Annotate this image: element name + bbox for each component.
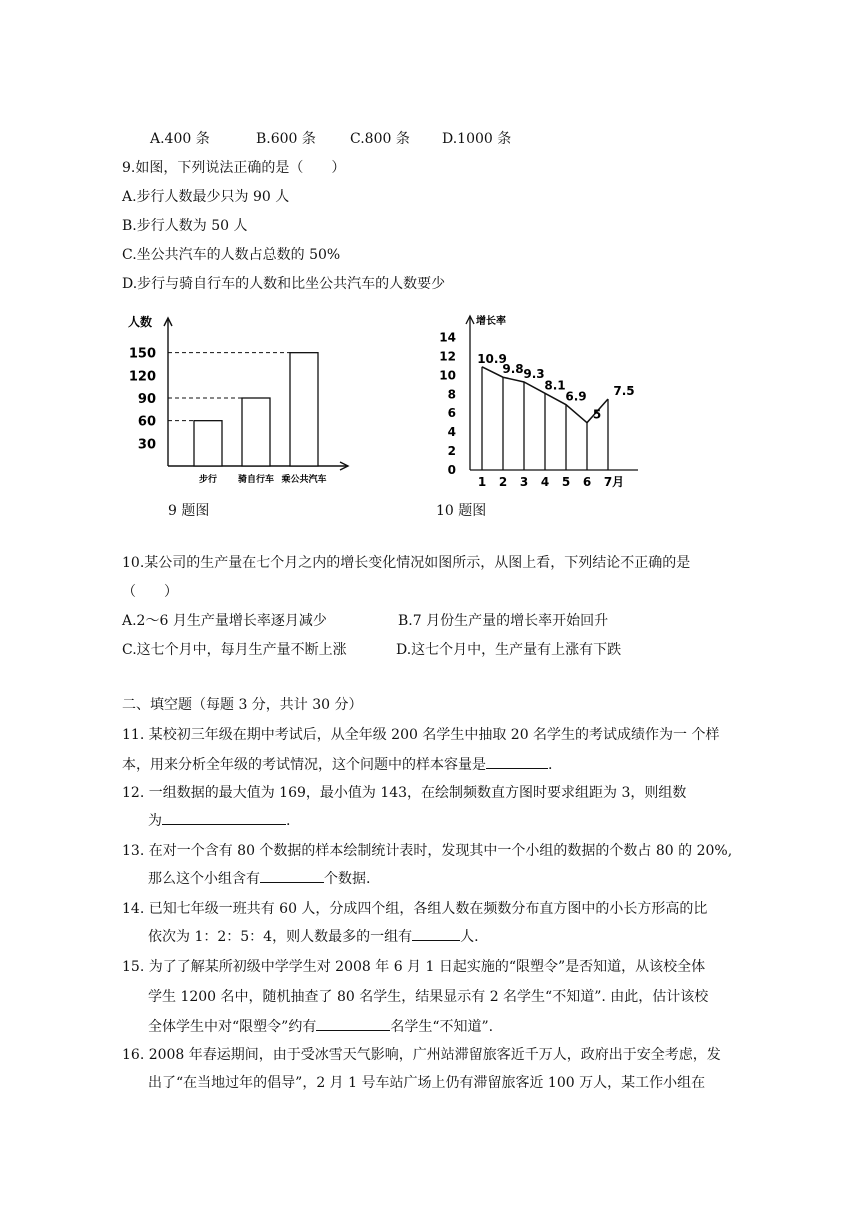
data-label: 8.1 <box>544 378 566 393</box>
q13-answer-blank[interactable] <box>260 868 324 883</box>
q15-answer-blank[interactable] <box>316 1016 390 1031</box>
q12-answer-blank[interactable] <box>162 810 286 825</box>
q12-end: . <box>286 813 291 829</box>
q15-line-3 <box>148 1016 493 1036</box>
x-tick-label: 3 <box>519 475 529 489</box>
data-label: 10.9 <box>477 351 507 366</box>
q10-options-row-2 <box>122 639 762 659</box>
x-tick-label: 2 <box>498 475 508 489</box>
x-tick-label: 1 <box>477 475 487 489</box>
y-tick-label: 8 <box>447 387 456 402</box>
q8-option-a: A.400 条 <box>150 131 210 147</box>
section-2-title: 二、填空题（每题 3 分，共计 30 分） <box>122 697 363 713</box>
q9-option-c: C.坐公共汽车的人数占总数的 50% <box>122 247 341 263</box>
q10-option-b: B.7 月份生产量的增长率开始回升 <box>398 613 609 629</box>
x-tick-label: 乘公共汽车 <box>281 475 327 485</box>
q12-text: 为 <box>148 813 162 829</box>
q9-option-d: D.步行与骑自行车的人数和比坐公共汽车的人数要少 <box>122 276 446 292</box>
q13-line-2 <box>148 868 370 888</box>
q15-line-2: 学生 1200 名中，随机抽查了 80 名学生，结果显示有 2 名学生“不知道”. 由此，估计该校 <box>148 989 709 1005</box>
q8-option-c: C.800 条 <box>350 131 410 147</box>
y-tick-label: 14 <box>439 330 456 345</box>
q12-line-2 <box>148 810 290 830</box>
y-tick-label: 0 <box>447 463 456 477</box>
y-tick-label: 120 <box>128 369 156 385</box>
q15-line-1: 15. 为了了解某所初级中学学生对 2008 年 6 月 1 日起实施的“限塑令”是否知道，从该校全体 <box>122 959 706 975</box>
x-tick-label: 5 <box>561 475 571 489</box>
data-label: 6.9 <box>565 389 587 404</box>
data-label: 7.5 <box>613 384 635 398</box>
q9-stem: 9.如图，下列说法正确的是（ ） <box>122 160 346 176</box>
y-tick-label: 12 <box>439 349 456 364</box>
q14-line-1: 14. 已知七年级一班共有 60 人，分成四个组，各组人数在频数分布直方图中的小长方形高的比 <box>122 901 708 917</box>
x-tick-label: 7月 <box>603 475 625 489</box>
q15-end: 名学生“不知道”. <box>390 1019 494 1035</box>
q16-line-1: 16. 2008 年春运期间，由于受冰雪天气影响，广州站滞留旅客近千万人，政府出于安全考虑，发 <box>122 1047 721 1063</box>
q11-answer-blank[interactable] <box>486 754 548 769</box>
y-tick-label: 60 <box>137 414 156 430</box>
x-tick-label: 6 <box>582 475 592 489</box>
x-tick-label: 步行 <box>198 475 218 485</box>
q14-answer-blank[interactable] <box>412 926 460 941</box>
y-axis-label: 人数 <box>128 315 153 329</box>
y-tick-label: 30 <box>137 437 156 453</box>
data-label: 9.8 <box>502 362 524 377</box>
y-tick-label: 90 <box>137 392 156 407</box>
q11-end: . <box>548 757 553 773</box>
x-tick-label: 4 <box>540 475 550 489</box>
data-label: 5 <box>592 407 602 422</box>
q10-option-d: D.这七个月中，生产量有上涨有下跌 <box>396 642 622 658</box>
figure-9-caption: 9 题图 <box>168 503 210 519</box>
q10-options-row-1 <box>122 610 762 630</box>
q14-line-2 <box>148 926 479 946</box>
q9-option-a: A.步行人数最少只为 90 人 <box>122 189 290 205</box>
q8-option-d: D.1000 条 <box>442 131 512 147</box>
data-label: 9.3 <box>523 366 545 381</box>
bar-步行 <box>194 421 222 466</box>
x-tick-label: 骑自行车 <box>237 475 275 485</box>
q15-text: 全体学生中对“限塑令”约有 <box>148 1019 317 1035</box>
q10-stem: 10.某公司的生产量在七个月之内的增长变化情况如图所示，从图上看，下列结论不正确的是 <box>122 555 691 571</box>
q13-end: 个数据. <box>324 871 371 887</box>
q13-line-1: 13. 在对一个含有 80 个数据的样本绘制统计表时，发现其中一个小组的数据的个数占 80 的 20%, <box>122 843 733 859</box>
y-axis-label: 增长率 <box>476 316 506 327</box>
q12-line-1: 12. 一组数据的最大值为 169，最小值为 143，在绘制频数直方图时要求组距为 3，则组数 <box>122 785 687 801</box>
figure-10-growth-chart <box>430 308 650 493</box>
q10-stem-paren: （ ） <box>122 584 178 600</box>
q14-end: 人. <box>460 929 479 945</box>
q14-text: 依次为 1：2：5：4，则人数最多的一组有 <box>148 929 413 945</box>
q9-option-b: B.步行人数为 50 人 <box>122 218 248 234</box>
y-tick-label: 4 <box>447 425 456 440</box>
figure-9-bar-chart <box>120 308 360 493</box>
q8-option-b: B.600 条 <box>256 131 316 147</box>
q11-line-2 <box>122 754 552 774</box>
q11-text: 本，用来分析全年级的考试情况，这个问题中的样本容量是 <box>122 757 486 773</box>
y-tick-label: 6 <box>447 406 456 421</box>
figure-10-caption: 10 题图 <box>436 503 487 519</box>
bar-乘公共汽车 <box>290 353 318 466</box>
y-tick-label: 2 <box>447 444 456 459</box>
q13-text: 那么这个小组含有 <box>148 871 260 887</box>
bar-骑自行车 <box>242 398 270 466</box>
q16-line-2: 出了“在当地过年的倡导”，2 月 1 号车站广场上仍有滞留旅客近 100 万人，某工作小组在 <box>148 1075 706 1091</box>
y-tick-label: 150 <box>128 346 156 362</box>
q11-line-1: 11. 某校初三年级在期中考试后，从全年级 200 名学生中抽取 20 名学生的考试成绩作为一 个样 <box>122 727 720 743</box>
q10-option-c: C.这七个月中，每月生产量不断上涨 <box>122 642 347 658</box>
q10-option-a: A.2～6 月生产量增长率逐月减少 <box>122 613 327 629</box>
y-tick-label: 10 <box>439 368 456 383</box>
